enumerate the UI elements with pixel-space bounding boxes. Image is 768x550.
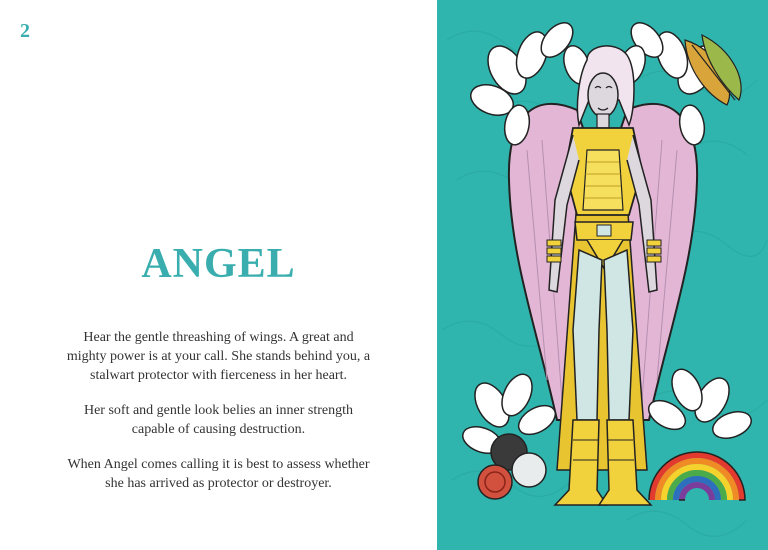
paragraph-3 bbox=[40, 455, 397, 493]
angel-illustration bbox=[437, 0, 768, 550]
right-leg bbox=[604, 250, 633, 420]
card-title: ANGEL bbox=[141, 241, 296, 287]
left-leg bbox=[573, 250, 602, 420]
text-line: mighty power is at your call. She stands behind you, a bbox=[66, 349, 371, 364]
text-line: capable of causing destruction. bbox=[131, 422, 306, 437]
card-description bbox=[40, 328, 397, 509]
text-line: Her soft and gentle look belies an inner strength bbox=[83, 403, 354, 418]
paragraph-1 bbox=[40, 328, 397, 385]
page-number: 2 bbox=[20, 20, 30, 42]
text-line: stalwart protector with fierceness in her heart. bbox=[90, 368, 347, 383]
corset bbox=[583, 150, 623, 210]
illustration-page bbox=[437, 0, 768, 550]
neck bbox=[597, 114, 609, 128]
text-line: she has arrived as protector or destroyer. bbox=[105, 476, 332, 491]
text-line: Hear the gentle threashing of wings. A great and bbox=[83, 330, 354, 345]
text-line: When Angel comes calling it is best to assess whether bbox=[67, 457, 370, 472]
paragraph-2 bbox=[40, 401, 397, 439]
